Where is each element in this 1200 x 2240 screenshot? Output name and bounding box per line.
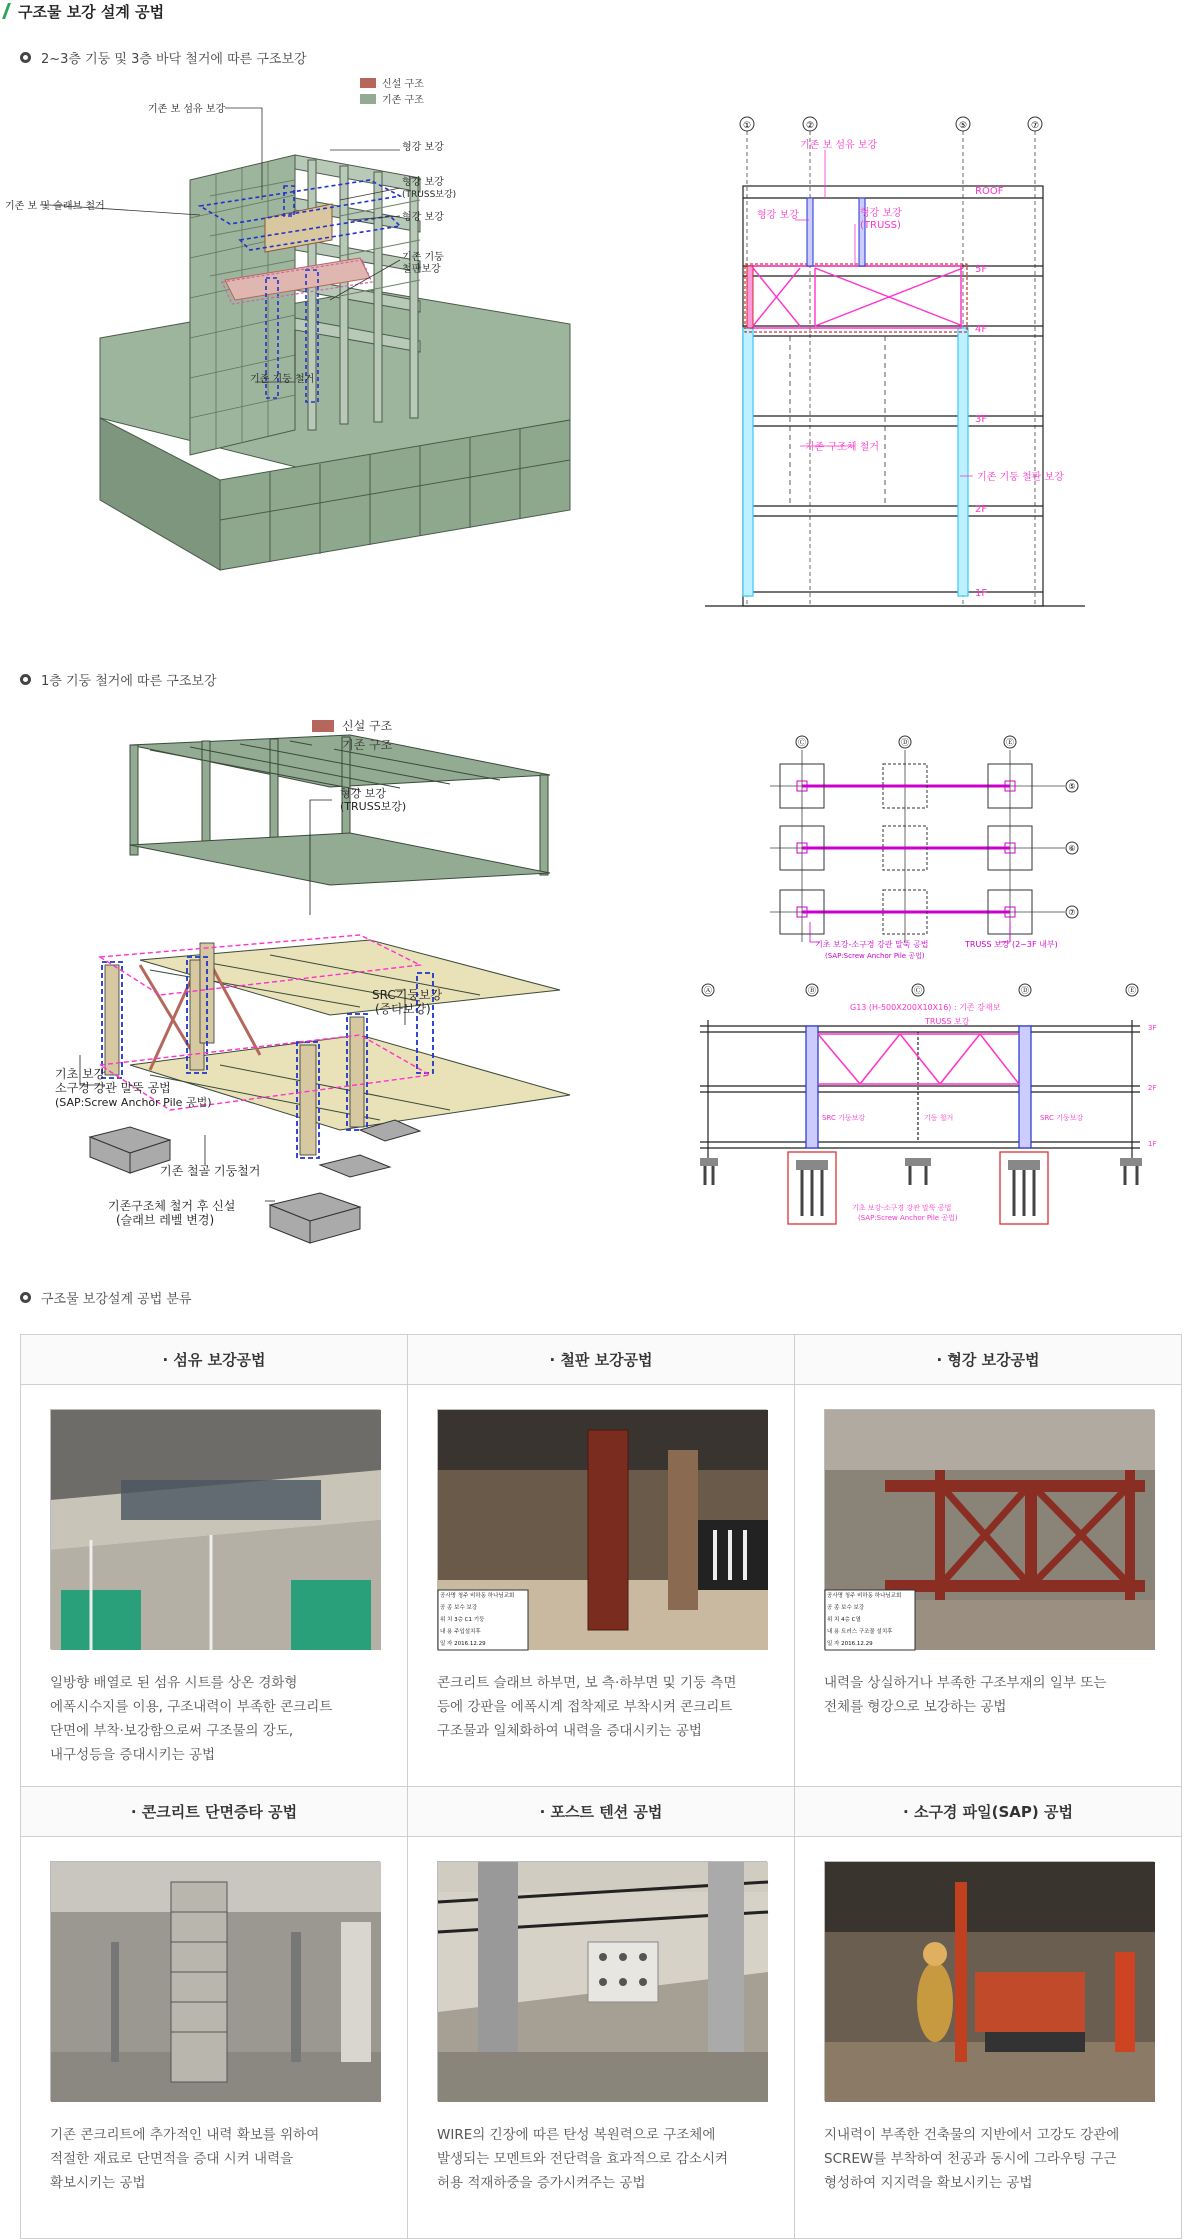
- method-desc-fiber: [50, 1671, 390, 1767]
- label2-foundation-2: 소구경 강관 말뚝 공법: [55, 1081, 171, 1095]
- post-tension-method-photo: [437, 1861, 767, 2101]
- elev-label-fiber: 기존 보 섬유 보강: [800, 140, 878, 151]
- desc-line: 내구성등을 증대시키는 공법: [50, 1747, 216, 1763]
- method-body-row: [21, 1837, 1182, 2239]
- elev-label-steel: 형강 보강: [757, 210, 799, 221]
- section1-heading-text: 2~3층 기둥 및 3층 바닥 철거에 따른 구조보강: [41, 52, 307, 67]
- section-grid-a: Ⓐ: [704, 986, 712, 995]
- label-steel-truss-2: (TRUSS보강): [402, 190, 457, 200]
- plan-grid-6: ⑥: [1068, 844, 1076, 853]
- section2-3d-figure: [55, 719, 680, 1255]
- section1-3d-drawing: [5, 79, 680, 600]
- desc-line: 허용 적재하중을 증가시켜주는 공법: [437, 2175, 646, 2191]
- floor-roof: ROOF: [975, 186, 1004, 197]
- section-floor-2f: 2F: [1148, 1084, 1157, 1092]
- desc-line: 확보시키는 공법: [50, 2175, 146, 2191]
- desc-line: 적절한 재료로 단면적을 증대 시켜 내력을: [50, 2151, 294, 2167]
- section-grid-b: Ⓑ: [808, 986, 816, 995]
- method-title-fiber: · 섬유 보강공법: [21, 1335, 408, 1385]
- method-desc-sap: [824, 2123, 1164, 2195]
- label2-src-1: SRC기둥보강: [372, 988, 443, 1002]
- photo-sign-steel: 공사명 청주 비하동 하나님교회 공 종 보수 보강 위 치 4층 C열 내 용 트러스 구조물 설치후 일 자 2016.12.29: [827, 1593, 902, 1647]
- sap-method-photo: [824, 1861, 1154, 2101]
- grid-1: ①: [742, 121, 752, 131]
- section-floor-1f: 1F: [1148, 1140, 1157, 1148]
- method-header-row: [21, 1335, 1182, 1385]
- section-girder-label: G13 (H-500X200X10X16) : 기존 강재보: [850, 1003, 1001, 1012]
- plate-method-photo: [437, 1409, 767, 1649]
- method-body-row: [21, 1385, 1182, 1787]
- label2-foundation-3: (SAP:Screw Anchor Pile 공법): [55, 1096, 212, 1109]
- floor-1f: 1F: [975, 588, 988, 599]
- elev-label-structure-remove: 기존 구조체 철거: [805, 442, 879, 453]
- section2-heading: [20, 670, 217, 689]
- section-src-right: SRC 기둥보강: [1040, 1114, 1084, 1122]
- section-grid-d: Ⓓ: [1021, 986, 1029, 995]
- section3-heading-text: 구조물 보강설계 공법 분류: [41, 1292, 192, 1307]
- label-column-remove: 기존 기둥 철거: [250, 374, 315, 385]
- circle-bullet-icon: [20, 1292, 31, 1303]
- section-pile-1: 기초 보강-소구경 강관 말뚝 공법: [852, 1204, 952, 1212]
- method-title-concrete: · 콘크리트 단면증타 공법: [21, 1787, 408, 1837]
- method-desc-concrete: [50, 2123, 390, 2195]
- plan-grid-e: Ⓔ: [1006, 738, 1014, 747]
- desc-line: 지내력이 부족한 건축물의 지반에서 고강도 강관에: [824, 2127, 1120, 2143]
- legend2-new-swatch: [312, 720, 334, 732]
- method-header-row: [21, 1787, 1182, 1837]
- grid-2: ②: [805, 121, 815, 131]
- method-title-sap: · 소구경 파일(SAP) 공법: [795, 1787, 1182, 1837]
- desc-line: 등에 강판을 에폭시계 접착제로 부착시켜 콘크리트: [437, 1699, 733, 1715]
- plan-note-2: (SAP:Screw Anchor Pile 공법): [825, 952, 925, 960]
- page-title-text: 구조물 보강 설계 공법: [18, 2, 165, 21]
- method-desc-plate: [437, 1671, 777, 1743]
- label-fiber: 기존 보 섬유 보강: [148, 104, 226, 115]
- label2-new-after-1: 기존구조체 철거 후 신설: [108, 1199, 236, 1213]
- method-card-fiber: [21, 1385, 408, 1787]
- floor-4f: 4F: [975, 324, 988, 335]
- method-card-post-tension: [408, 1837, 795, 2239]
- section1-3d-figure: [5, 79, 680, 600]
- legend-existing-label: 기존 구조: [382, 95, 424, 106]
- section1-heading: [20, 48, 307, 67]
- section-grid-c: Ⓒ: [914, 986, 922, 995]
- grid-7: ⑦: [1030, 121, 1040, 131]
- title-accent-icon: [2, 3, 12, 19]
- legend-existing-swatch: [360, 94, 376, 104]
- desc-line: 내력을 상실하거나 부족한 구조부재의 일부 또는: [824, 1675, 1107, 1691]
- label-column-plate-1: 기존 기둥: [402, 252, 444, 263]
- legend2-existing-swatch: [312, 739, 334, 751]
- desc-line: 전체를 형강으로 보강하는 공법: [824, 1699, 1007, 1715]
- elev-label-truss-2: (TRUSS): [860, 220, 901, 231]
- plan-grid-c: Ⓒ: [798, 738, 806, 747]
- elev-label-column-plate: 기존 기둥 철판 보강: [977, 472, 1064, 483]
- plan-note-1: 기초 보강-소구경 강관 말뚝 공법: [815, 940, 929, 949]
- desc-line: WIRE의 긴장에 따른 탄성 복원력으로 구조체에: [437, 2127, 716, 2143]
- method-title-plate: · 철판 보강공법: [408, 1335, 795, 1385]
- label-steel-2: 형강 보강: [402, 212, 444, 223]
- section-src-left: SRC 기둥보강: [822, 1114, 866, 1122]
- section1-elevation: [705, 106, 1165, 616]
- plan-grid-5: ⑤: [1068, 782, 1076, 791]
- desc-line: 일방향 배열로 된 섬유 시트를 상온 경화형: [50, 1675, 298, 1691]
- method-card-steel: [795, 1385, 1182, 1787]
- legend-new-label: 신설 구조: [382, 79, 424, 90]
- label-steel-1: 형강 보강: [402, 142, 444, 153]
- section3-heading: [20, 1288, 192, 1307]
- plan-truss-note: TRUSS 보강 (2~3F 내부): [965, 940, 1058, 949]
- section-column-remove: 기둥 철거: [924, 1114, 954, 1122]
- method-desc-post-tension: [437, 2123, 777, 2195]
- method-title-steel: · 형강 보강공법: [795, 1335, 1182, 1385]
- label-beam-slab: 기존 보 및 슬래브 철거: [5, 201, 105, 212]
- desc-line: 형성하여 지지력을 확보시키는 공법: [824, 2175, 1033, 2191]
- circle-bullet-icon: [20, 674, 31, 685]
- circle-bullet-icon: [20, 52, 31, 63]
- floor-5f: 5F: [975, 264, 988, 275]
- desc-line: 콘크리트 슬래브 하부면, 보 측·하부면 및 기둥 측면: [437, 1675, 737, 1691]
- plan-grid-7: ⑦: [1068, 908, 1076, 917]
- photo-sign-plate: 공사명 청주 비하동 하나님교회 공 종 보수 보강 위 치 3층 C1 기둥 내 용 주입설치후 일 자 2016.12.29: [440, 1593, 515, 1647]
- desc-line: 구조물과 일체화하여 내력을 증대시키는 공법: [437, 1723, 702, 1739]
- label2-src-2: (증타보강): [375, 1002, 431, 1016]
- section-truss-label: TRUSS 보강: [925, 1017, 970, 1026]
- section2-plan: [760, 732, 1080, 972]
- method-title-post-tension: · 포스트 텐션 공법: [408, 1787, 795, 1837]
- legend2-new-label: 신설 구조: [342, 719, 393, 733]
- label2-rc-column: 기존 철골 기둥철거: [160, 1164, 261, 1178]
- section1-elevation-drawing: [705, 106, 1165, 616]
- legend2-existing-label: 기존 구조: [342, 738, 393, 752]
- section-grid-e: Ⓔ: [1128, 986, 1136, 995]
- label-steel-truss-1: 형강 보강: [402, 177, 444, 188]
- method-card-concrete: [21, 1837, 408, 2239]
- section2-3d-drawing: [55, 719, 680, 1255]
- section2-plan-drawing: [760, 732, 1080, 972]
- section2-section: [700, 980, 1170, 1235]
- floor-3f: 3F: [975, 414, 988, 425]
- method-card-plate: [408, 1385, 795, 1787]
- method-desc-steel: [824, 1671, 1164, 1719]
- floor-2f: 2F: [975, 504, 988, 515]
- section-floor-3f: 3F: [1148, 1024, 1157, 1032]
- grid-5: ⑤: [958, 121, 968, 131]
- desc-line: 에폭시수지를 이용, 구조내력이 부족한 콘크리트: [50, 1699, 333, 1715]
- page-title: [2, 0, 164, 22]
- concrete-method-photo: [50, 1861, 380, 2101]
- method-card-sap: [795, 1837, 1182, 2239]
- section2-section-drawing: [700, 980, 1170, 1235]
- label-column-plate-2: 철판보강: [402, 264, 441, 275]
- desc-line: 단면에 부착·보강함으로써 구조물의 강도,: [50, 1723, 294, 1739]
- desc-line: 발생되는 모멘트와 전단력을 효과적으로 감소시켜: [437, 2151, 729, 2167]
- fiber-method-photo: [50, 1409, 380, 1649]
- section-pile-2: (SAP:Screw Anchor Pile 공법): [858, 1214, 958, 1222]
- elev-label-truss-1: 형강 보강: [860, 208, 902, 219]
- label2-new-after-2: (슬래브 레벨 변경): [116, 1213, 215, 1227]
- legend-new-swatch: [360, 78, 376, 88]
- desc-line: SCREW를 부착하여 천공과 동시에 그라우팅 구근: [824, 2151, 1117, 2167]
- plan-grid-d: Ⓓ: [901, 738, 909, 747]
- method-table: [20, 1334, 1182, 2239]
- label2-truss-1: 형강 보강: [340, 787, 387, 800]
- desc-line: 기존 콘크리트에 추가적인 내력 확보를 위하여: [50, 2127, 320, 2143]
- label2-truss-2: (TRUSS보강): [340, 800, 407, 813]
- steel-method-photo: [824, 1409, 1154, 1649]
- label2-foundation-1: 기초 보강: [55, 1067, 106, 1081]
- section2-heading-text: 1층 기둥 철거에 따른 구조보강: [41, 674, 217, 689]
